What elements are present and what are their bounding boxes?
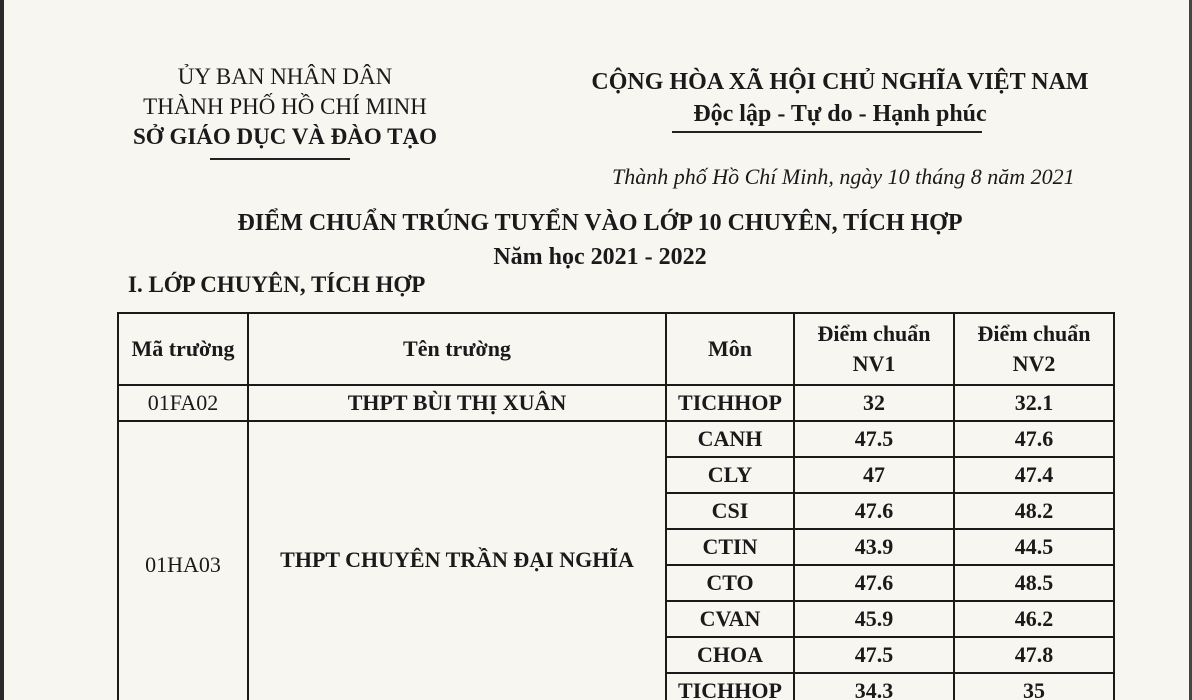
issuing-authority <box>130 62 440 152</box>
nv1-cell: 47.6 <box>794 565 954 601</box>
subject-cell: CVAN <box>666 601 794 637</box>
nv1-cell: 45.9 <box>794 601 954 637</box>
school-code: 01HA03 <box>118 421 248 700</box>
header-ma-truong: Mã trường <box>118 313 248 385</box>
national-title: CỘNG HÒA XÃ HỘI CHỦ NGHĨA VIỆT NAM <box>591 69 1089 95</box>
table-row <box>118 385 1114 421</box>
nv1-cell: 32 <box>794 385 954 421</box>
nv1-cell: 34.3 <box>794 673 954 700</box>
subject-cell: CANH <box>666 421 794 457</box>
nv2-cell: 48.2 <box>954 493 1114 529</box>
nv2-cell: 47.4 <box>954 457 1114 493</box>
subject-cell: CLY <box>666 457 794 493</box>
nv2-cell: 48.5 <box>954 565 1114 601</box>
authority-line-3: SỞ GIÁO DỤC VÀ ĐÀO TẠO <box>133 124 437 149</box>
subject-cell: CTIN <box>666 529 794 565</box>
authority-line-1: ỦY BAN NHÂN DÂN <box>177 64 393 89</box>
section-heading: I. LỚP CHUYÊN, TÍCH HỢP <box>128 272 426 297</box>
authority-line-2: THÀNH PHỐ HỒ CHÍ MINH <box>143 94 427 119</box>
subject-cell: TICHHOP <box>666 673 794 700</box>
nv2-cell: 32.1 <box>954 385 1114 421</box>
national-heading <box>580 66 1100 130</box>
school-name: THPT CHUYÊN TRẦN ĐẠI NGHĨA <box>248 421 666 700</box>
nv1-cell: 47 <box>794 457 954 493</box>
subject-cell: TICHHOP <box>666 385 794 421</box>
header-mon: Môn <box>666 313 794 385</box>
national-motto: Độc lập - Tự do - Hạnh phúc <box>693 101 987 127</box>
header-nv1 <box>794 313 954 385</box>
motto-underline <box>672 131 982 133</box>
school-code: 01FA02 <box>118 385 248 421</box>
table-header-row <box>118 313 1114 385</box>
nv1-cell: 47.5 <box>794 637 954 673</box>
subject-cell: CTO <box>666 565 794 601</box>
authority-underline <box>210 158 350 160</box>
nv2-cell: 35 <box>954 673 1114 700</box>
nv2-cell: 47.6 <box>954 421 1114 457</box>
page-edge-left <box>0 0 4 700</box>
subject-cell: CHOA <box>666 637 794 673</box>
school-name: THPT BÙI THỊ XUÂN <box>248 385 666 421</box>
title-line-1: ĐIỂM CHUẨN TRÚNG TUYỂN VÀO LỚP 10 CHUYÊN, TÍCH HỢP <box>237 210 963 236</box>
header-nv1-text: Điểm chuẩn NV1 <box>817 321 931 376</box>
nv2-cell: 44.5 <box>954 529 1114 565</box>
score-table <box>117 312 1115 700</box>
document-title <box>100 206 1100 274</box>
header-nv2 <box>954 313 1114 385</box>
nv1-cell: 43.9 <box>794 529 954 565</box>
document-date: Thành phố Hồ Chí Minh, ngày 10 tháng 8 năm 2021 <box>612 164 1075 189</box>
title-line-2: Năm học 2021 - 2022 <box>493 244 707 270</box>
header-nv2-text: Điểm chuẩn NV2 <box>977 321 1091 376</box>
header-ten-truong: Tên trường <box>248 313 666 385</box>
nv2-cell: 47.8 <box>954 637 1114 673</box>
nv2-cell: 46.2 <box>954 601 1114 637</box>
subject-cell: CSI <box>666 493 794 529</box>
nv1-cell: 47.6 <box>794 493 954 529</box>
table-row <box>118 421 1114 457</box>
nv1-cell: 47.5 <box>794 421 954 457</box>
